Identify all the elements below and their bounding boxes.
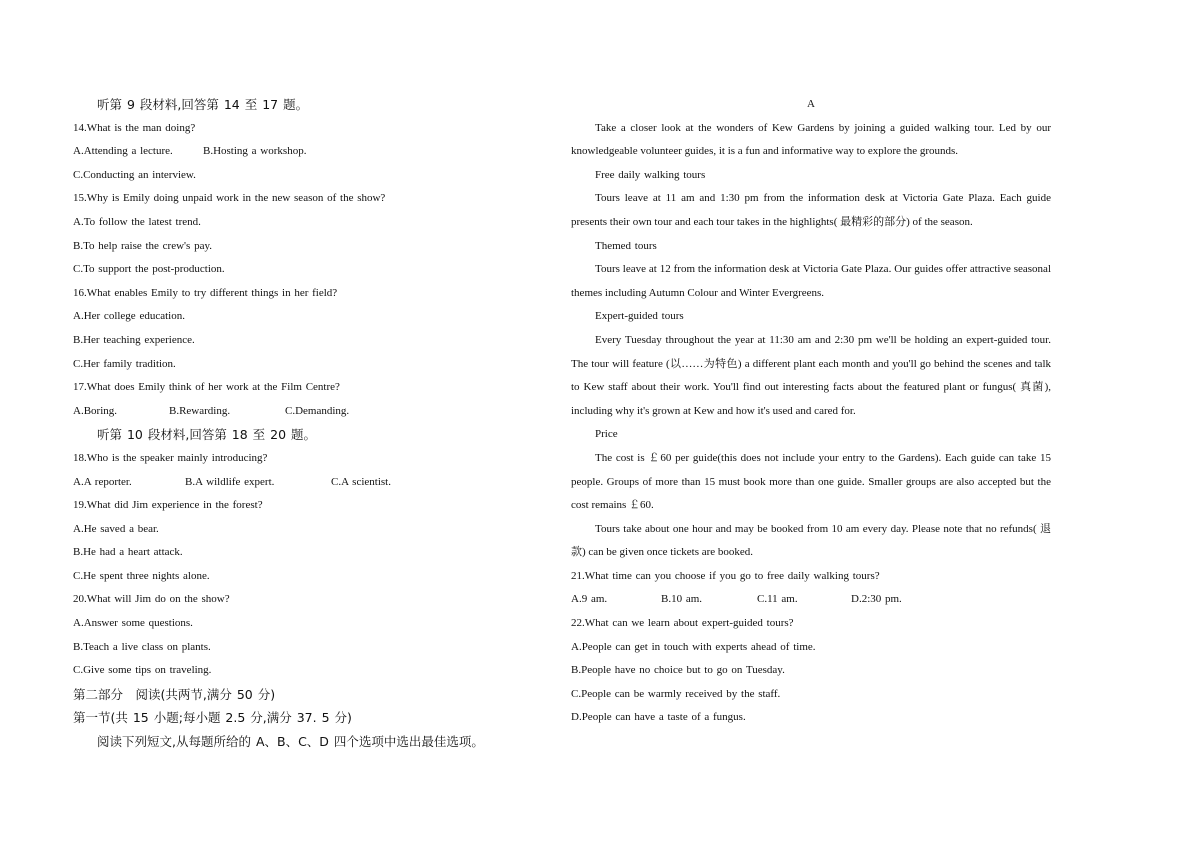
question-17-option-a: A.Boring.: [73, 404, 117, 417]
question-20-stem: 20.What will Jim do on the show?: [73, 593, 230, 606]
price-heading: Price: [595, 428, 618, 441]
question-14-option-a: A.Attending a lecture.: [73, 145, 173, 158]
booking-body: Tours take about one hour and may be booked from 10 am every day. Please note that no refunds( 退款) can be given once tickets are booked.: [571, 522, 1051, 559]
question-14-option-c: C.Conducting an interview.: [73, 168, 196, 181]
question-19-option-c: C.He spent three nights alone.: [73, 569, 210, 582]
question-16-stem: 16.What enables Emily to try different things in her field?: [73, 286, 338, 299]
part-2-heading: 第二部分 阅读(共两节,满分 50 分): [73, 686, 276, 702]
question-20-option-c: C.Give some tips on traveling.: [73, 664, 212, 677]
question-17-option-b: B.Rewarding.: [169, 404, 231, 417]
passage-label: A: [807, 98, 815, 110]
question-15-stem: 15.Why is Emily doing unpaid work in the new season of the show?: [73, 192, 386, 205]
expert-tours-heading: Expert-guided tours: [595, 310, 684, 323]
question-15-option-b: B.To help raise the crew's pay.: [73, 239, 212, 252]
question-14-stem: 14.What is the man doing?: [73, 121, 196, 134]
left-column: [73, 93, 513, 754]
question-17-stem: 17.What does Emily think of her work at the Film Centre?: [73, 381, 340, 394]
themed-tours-body: Tours leave at 12 from the information desk at Victoria Gate Plaza. Our guides offer attractive seasonal themes including Autumn Colour and Winter Evergreens.: [571, 263, 1051, 299]
question-21-option-d: D.2:30 pm.: [851, 593, 902, 606]
question-16-option-b: B.Her teaching experience.: [73, 333, 195, 346]
question-21-stem: 21.What time can you choose if you go to free daily walking tours?: [571, 569, 880, 582]
question-18-options-row: [73, 471, 513, 495]
section-10-heading: 听第 10 段材料,回答第 18 至 20 题。: [97, 427, 317, 443]
passage-intro: Take a closer look at the wonders of Kew Gardens by joining a guided walking tour. Led by our knowledgeable volunteer guides, it is a fun and informative way to explore the grounds.: [571, 121, 1051, 158]
free-tours-body: Tours leave at 11 am and 1:30 pm from the information desk at Victoria Gate Plaza. Each guide presents their own tour and each tour takes in the highlights( 最精彩的部分) of the season.: [571, 192, 1051, 228]
question-22-stem: 22.What can we learn about expert-guided tours?: [571, 617, 794, 630]
question-19-stem: 19.What did Jim experience in the forest?: [73, 499, 263, 512]
question-21-options-row: [571, 588, 1051, 612]
question-20-option-b: B.Teach a live class on plants.: [73, 640, 211, 653]
question-18-option-b: B.A wildlife expert.: [185, 475, 275, 488]
question-22-option-a: A.People can get in touch with experts ahead of time.: [571, 640, 816, 653]
question-21-option-b: B.10 am.: [661, 593, 703, 606]
free-tours-heading: Free daily walking tours: [595, 168, 706, 181]
right-column: [571, 93, 1051, 730]
question-15-option-a: A.To follow the latest trend.: [73, 215, 201, 228]
question-18-option-c: C.A scientist.: [331, 475, 391, 488]
expert-tours-body: Every Tuesday throughout the year at 11:30 am and 2:30 pm we'll be holding an expert-guided tour. The tour will feature (以……为特色) a different plant each month and you'll go behind the scenes and talk to Kew staff about their work. You'll find out interesting facts about the featured plant or fungus( 真菌), including why it's grown at Kew and how it's used and cared for.: [571, 333, 1051, 417]
question-14-option-b: B.Hosting a workshop.: [203, 145, 307, 158]
question-16-option-a: A.Her college education.: [73, 310, 185, 323]
themed-tours-heading: Themed tours: [595, 239, 657, 252]
question-19-option-b: B.He had a heart attack.: [73, 546, 183, 559]
question-14-options-row: [73, 140, 513, 164]
question-22-option-b: B.People have no choice but to go on Tuesday.: [571, 664, 785, 677]
question-21-option-c: C.11 am.: [757, 593, 798, 606]
question-22-option-d: D.People can have a taste of a fungus.: [571, 711, 746, 724]
question-17-option-c: C.Demanding.: [285, 404, 350, 417]
question-18-stem: 18.Who is the speaker mainly introducing?: [73, 451, 268, 464]
question-19-option-a: A.He saved a bear.: [73, 522, 159, 535]
question-21-option-a: A.9 am.: [571, 593, 608, 606]
question-16-option-c: C.Her family tradition.: [73, 357, 176, 370]
question-18-option-a: A.A reporter.: [73, 475, 132, 488]
reading-instruction: 阅读下列短文,从每题所给的 A、B、C、D 四个选项中选出最佳选项。: [97, 734, 484, 750]
question-20-option-a: A.Answer some questions.: [73, 617, 193, 630]
question-15-option-c: C.To support the post-production.: [73, 263, 225, 276]
price-body: The cost is ￡60 per guide(this does not include your entry to the Gardens). Each guide can take 15 people. Groups of more than 15 must book more than one guide. Smaller groups are also accepted but the cost remains ￡60.: [571, 451, 1051, 512]
section-9-heading: 听第 9 段材料,回答第 14 至 17 题。: [97, 97, 309, 112]
question-22-option-c: C.People can be warmly received by the staff.: [571, 687, 781, 700]
section-1-heading: 第一节(共 15 小题;每小题 2.5 分,满分 37. 5 分): [73, 710, 352, 726]
question-17-options-row: [73, 400, 513, 424]
